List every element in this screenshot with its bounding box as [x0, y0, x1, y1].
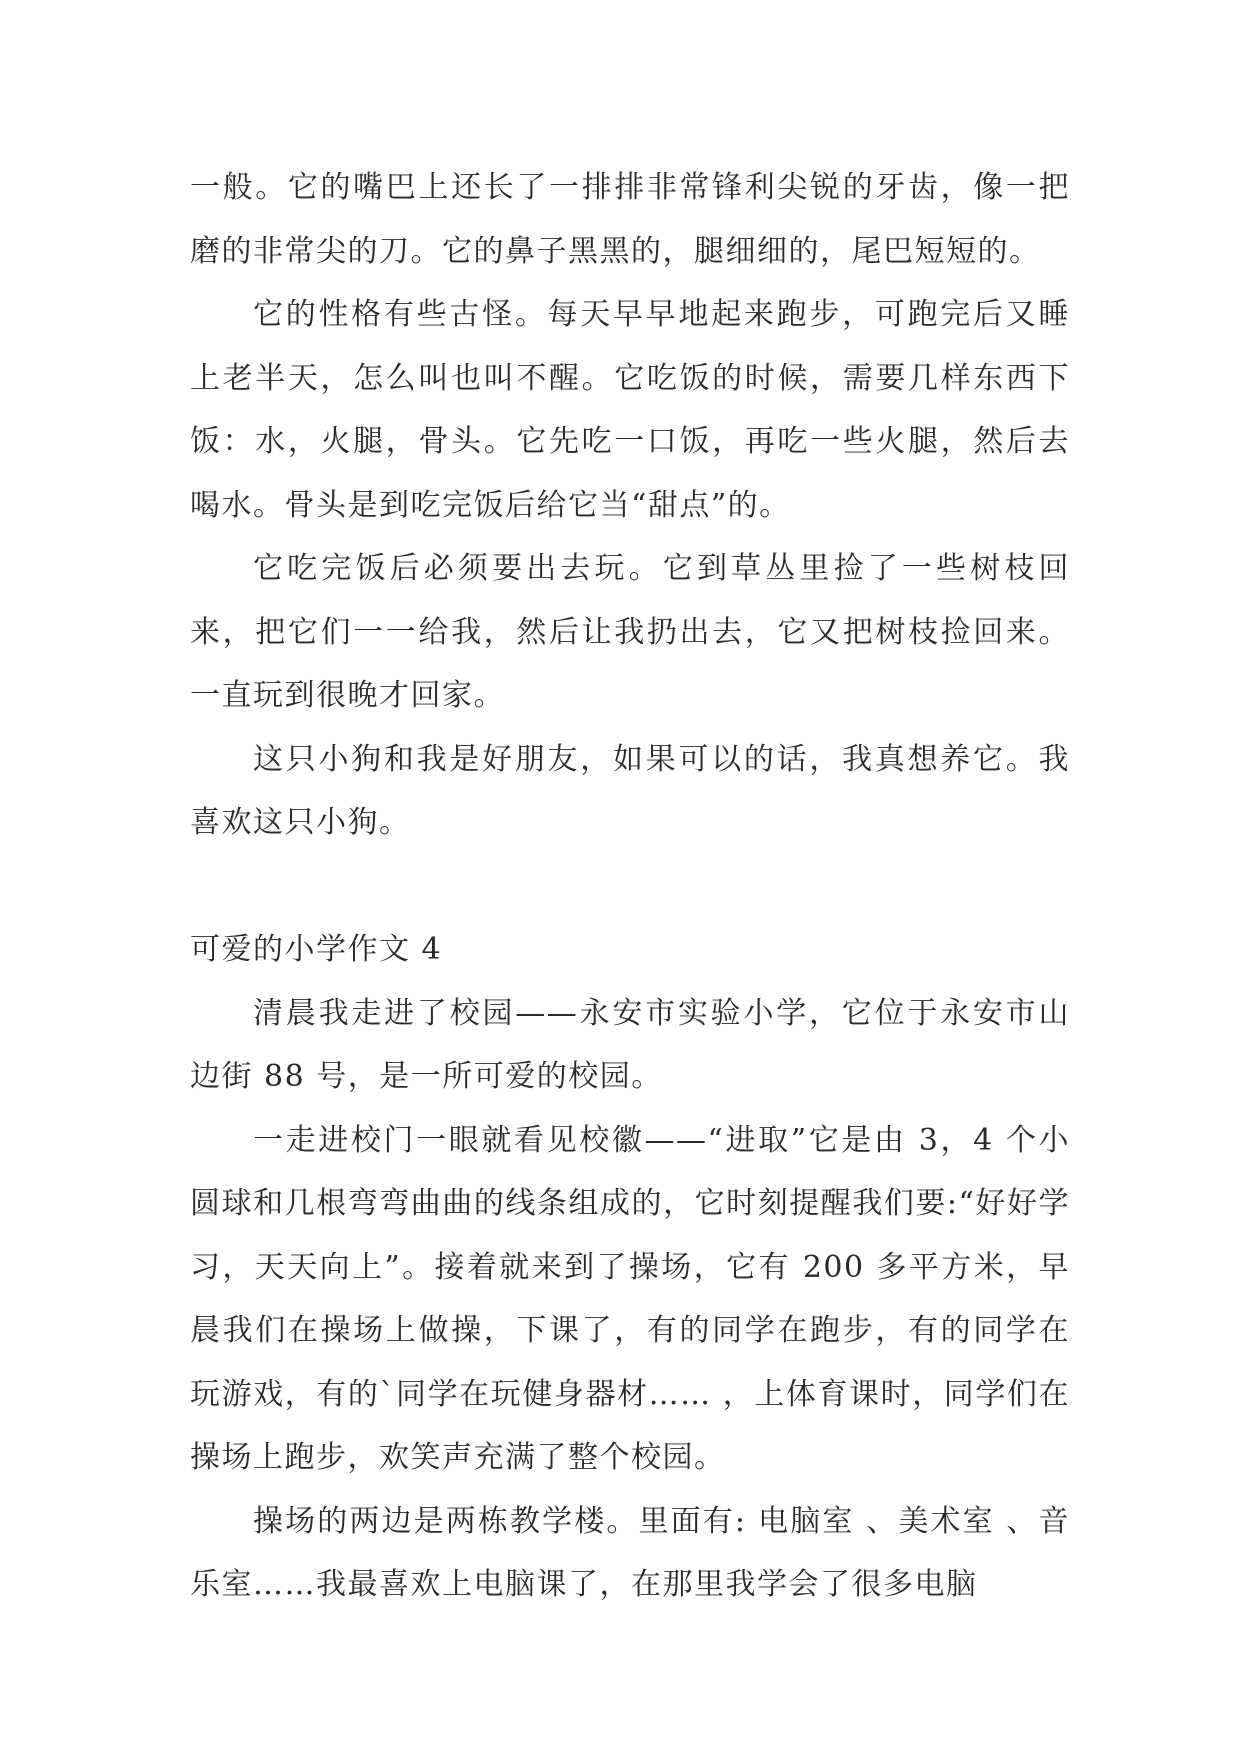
paragraph-1: 一般。它的嘴巴上还长了一排排非常锋利尖锐的牙齿，像一把磨的非常尖的刀。它的鼻子黑黑的，腿细细的，尾巴短短的。	[190, 170, 1070, 269]
section-gap	[190, 855, 1070, 919]
paragraph-4: 这只小狗和我是好朋友，如果可以的话，我真想养它。我喜欢这只小狗。	[190, 741, 1070, 840]
section-title: 可爱的小学作文 4	[190, 932, 443, 967]
paragraph-5: 清晨我走进了校园——永安市实验小学，它位于永安市山边街 88 号，是一所可爱的校园。	[190, 995, 1070, 1094]
paragraph-2: 它的性格有些古怪。每天早早地起来跑步，可跑完后又睡上老半天，怎么叫也叫不醒。它吃饭的时候，需要几样东西下饭：水，火腿，骨头。它先吃一口饭，再吃一些火腿，然后去喝水。骨头是到吃完饭后给它当“甜点”的。	[190, 297, 1070, 523]
document-body	[190, 156, 1070, 1617]
paragraph-6: 一走进校门一眼就看见校徽——“进取”它是由 3，4 个小圆球和几根弯弯曲曲的线条组成的，它时刻提醒我们要:“好好学习，天天向上”。接着就来到了操场，它有 200 多平方米，早晨我们在操场上做操，下课了，有的同学在跑步，有的同学在玩游戏，有的`同学在玩健身器材…… ，上体育课时，同学们在操场上跑步，欢笑声充满了整个校园。	[190, 1122, 1070, 1475]
paragraph-3: 它吃完饭后必须要出去玩。它到草丛里捡了一些树枝回来，把它们一一给我，然后让我扔出去，它又把树枝捡回来。一直玩到很晚才回家。	[190, 551, 1070, 713]
paragraph-7: 操场的两边是两栋教学楼。里面有: 电脑室 、美术室 、音乐室……我最喜欢上电脑课了，在那里我学会了很多电脑	[190, 1503, 1070, 1602]
